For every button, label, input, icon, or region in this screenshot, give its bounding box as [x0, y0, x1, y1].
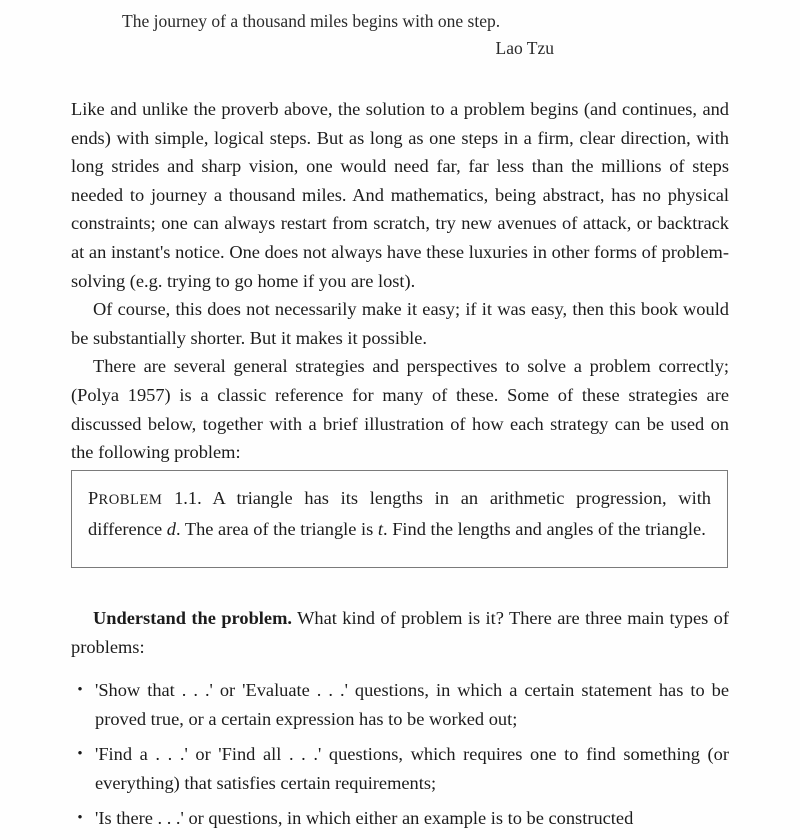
body-paragraph-2: Of course, this does not necessarily make it easy; if it was easy, then this book would be substantially shorter. But it makes it possible.	[71, 299, 729, 348]
epigraph	[122, 8, 554, 62]
body-text-column	[71, 95, 729, 467]
problem-label	[88, 488, 162, 508]
epigraph-attribution: Lao Tzu	[495, 38, 554, 58]
problem-statement-text	[72, 471, 727, 543]
problem-text-part-1: A triangle has its lengths in an arithmetic progression, with difference	[88, 488, 711, 539]
epigraph-quote: The journey of a thousand miles begins with one step.	[122, 11, 501, 31]
body-paragraph-1: Like and unlike the proverb above, the solution to a problem begins (and continues, and ends) with simple, logical steps. But as long as one steps in a firm, clear direction, with long strides and sharp vision, one would need far, far less than the millions of steps needed to journey a thousand miles. And mathematics, being abstract, has no physical constraints; one can always restart from scratch, try new avenues of attack, or backtrack at an instant's notice. One does not always have these luxuries in other forms of problem-solving (e.g. trying to go home if you are lost).	[71, 99, 729, 291]
list-item-text: 'Show that . . .' or 'Evaluate . . .' questions, in which a certain statement has to be proved true, or a certain expression has to be worked out;	[95, 680, 729, 729]
problem-label-rest: ROBLEM	[98, 492, 163, 508]
list-item-text: 'Find a . . .' or 'Find all . . .' questions, which requires one to find something (or everything) that satisfies certain requirements;	[95, 744, 729, 793]
section-heading: Understand the problem.	[93, 608, 292, 628]
list-item	[71, 740, 729, 797]
body-paragraph-3: There are several general strategies and perspectives to solve a problem correctly; (Polya 1957) is a classic reference for many of these. Some of these strategies are discussed below, together with a brief illustration of how each strategy can be used on the following problem:	[71, 356, 729, 463]
section-paragraph	[71, 604, 729, 661]
bullet-icon: •	[77, 746, 83, 763]
section-text: What kind of problem is it? There are three main types of problems:	[71, 608, 729, 657]
list-item-text: 'Is there . . .' or questions, in which either an example is to be constructed	[95, 808, 634, 829]
problem-number	[162, 488, 174, 508]
bullet-icon: •	[77, 682, 83, 698]
problem-statement-box	[71, 470, 728, 568]
problem-types-list	[71, 676, 729, 840]
problem-text-part-2: . The area of the triangle is	[176, 518, 378, 539]
bullet-icon: •	[77, 810, 83, 827]
problem-variable-d: d	[166, 518, 176, 539]
list-item	[71, 676, 729, 733]
list-item	[71, 804, 729, 833]
problem-label-first-letter: P	[88, 488, 99, 508]
problem-variable-t: t	[377, 518, 383, 539]
problem-number-value: 1.1.	[174, 488, 202, 508]
problem-text-part-3: . Find the lengths and angles of the triangle.	[383, 518, 706, 539]
